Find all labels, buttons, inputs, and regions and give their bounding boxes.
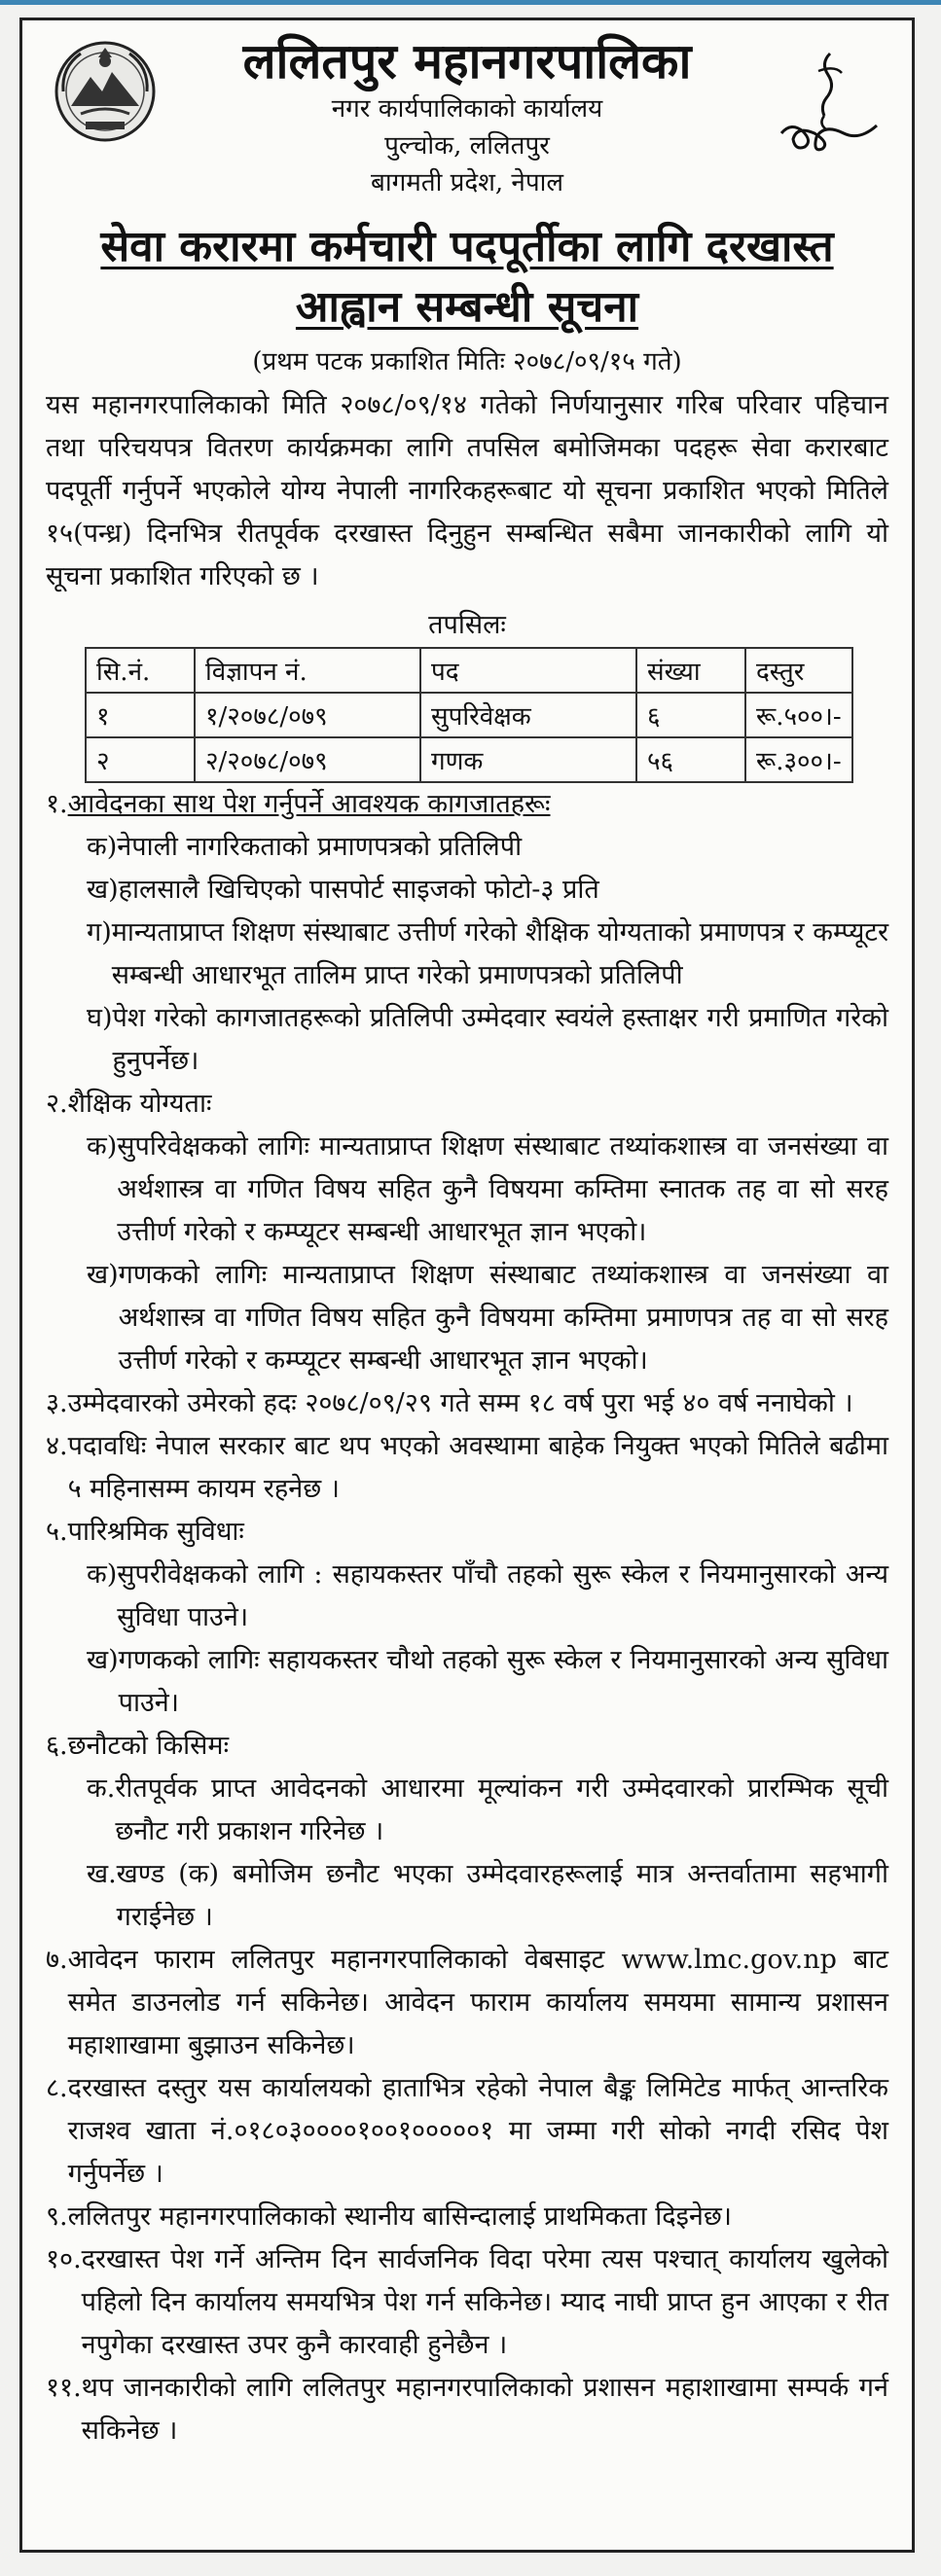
item-marker: ख. (87, 1859, 117, 1889)
notice-title-line2: आह्वान सम्बन्धी सूचना (295, 282, 639, 332)
table-header-cell: पद (420, 648, 636, 693)
province-line: बागमती प्रदेश, नेपाल (371, 168, 563, 197)
section-heading-text: छनौटको किसिमः (67, 1731, 230, 1761)
section-application-form (46, 1939, 888, 2067)
table-cell: ५६ (636, 737, 745, 782)
item-marker: क) (87, 832, 118, 862)
item-text: मान्यताप्राप्त शिक्षण संस्थाबाट उत्तीर्ण गरेको शैक्षिक योग्यताको प्रमाणपत्र र कम्प्यूटर सम्बन्धी आधारभूत तालिम प्राप्त गरेको प्रमाणपत्रको प्रतिलिपी (111, 917, 888, 990)
item-marker: क. (87, 1773, 116, 1804)
item-text: गणकको लागिः मान्यताप्राप्त शिक्षण संस्थाबाट तथ्यांकशास्त्र वा जनसंख्या वा अर्थशास्त्र वा गणित विषय सहित कुनै विषयमा कम्तिमा प्रमाणपत्र तह वा सो सरह उत्तीर्ण गरेको र कम्प्यूटर सम्बन्धी आधारभूत ज्ञान भएको। (118, 1260, 888, 1376)
table-cell: ६ (636, 693, 745, 737)
table-cell: २ (86, 737, 195, 782)
nepal-emblem-icon (52, 38, 159, 145)
letterhead (46, 32, 888, 217)
section-number: ८. (46, 2073, 68, 2103)
item-text: खण्ड (क) बमोजिम छनौट भएका उम्मेदवारहरूलाई मात्र अन्तर्वातामा सहभागी गराईनेछ । (116, 1859, 888, 1932)
section-number: ३. (46, 1388, 68, 1418)
section-deadline (46, 2238, 888, 2367)
section-number: ५. (46, 1517, 68, 1547)
section-number: ७. (46, 1945, 68, 1975)
list-item (46, 1126, 888, 1254)
notice-title-line1: सेवा करारमा कर्मचारी पदपूर्तीका लागि दरखास्त (100, 222, 834, 271)
section-number: ११. (46, 2373, 82, 2403)
list-item (46, 826, 888, 869)
table-header-row (86, 648, 852, 693)
list-item (46, 1554, 888, 1639)
list-item (46, 997, 888, 1083)
item-text: सुपरीवेक्षकको लागि : सहायकस्तर पाँचौ तहको सुरू स्केल र नियमानुसारको अन्य सुविधा पाउने। (117, 1559, 888, 1632)
table-cell: १/२०७८/०७९ (195, 693, 420, 737)
item-marker: ख) (87, 1645, 119, 1675)
intro-paragraph: यस महानगरपालिकाको मिति २०७८/०९/१४ गतेको निर्णयानुसार गरिब परिवार पहिचान तथा परिचयपत्र वितरण कार्यक्रमका लागि तपसिल बमोजिमका पदहरू सेवा करारबाट पदपूर्ती गर्नुपर्ने भएकोले योग्य नेपाली नागरिकहरूबाट यो सूचना प्रकाशित भएको मितिले १५(पन्ध्र) दिनभित्र रीतपूर्वक दरखास्त दिनुहुन सम्बन्धित सबैमा जानकारीको लागि यो सूचना प्रकाशित गरिएको छ । (46, 390, 888, 591)
section-text: थप जानकारीको लागि ललितपुर महानगरपालिकाको प्रशासन महाशाखामा सम्पर्क गर्न सकिनेछ । (81, 2373, 888, 2446)
table-header-cell: सि.नं. (86, 648, 195, 693)
table-row (86, 693, 852, 737)
list-item (46, 1639, 888, 1725)
office-address: पुल्चोक, ललितपुर (384, 131, 550, 161)
section-documents (46, 783, 888, 1083)
table-cell: गणक (420, 737, 636, 782)
section-text: दरखास्त पेश गर्ने अन्तिम दिन सार्वजनिक विदा परेमा त्यस पश्चात् कार्यालय खुलेको पहिलो दिन कार्यालय समयभित्र पेश गर्न सकिनेछ। म्याद नाघी प्राप्त हुन आएका र रीत नपुगेका दरखास्त उपर कुनै कारवाही हुनेछैन । (81, 2244, 888, 2360)
table-cell: रू.५००।- (745, 693, 852, 737)
list-item (46, 1254, 888, 1382)
notice-title (46, 217, 888, 338)
section-age-limit (46, 1382, 888, 1425)
section-text: दरखास्त दस्तुर यस कार्यालयको हाताभित्र रहेको नेपाल बैङ्क लिमिटेड मार्फत् आन्तरिक राजश्व खाता नं.०१८०३००००१००१०००००१ मा जम्मा गरी सोको नगदी रसिद पेश गर्नुपर्नेछ । (67, 2073, 888, 2189)
section-heading-text: आवेदनका साथ पेश गर्नुपर्ने आवश्यक कागजातहरूः (67, 789, 551, 819)
published-date: (प्रथम पटक प्रकाशित मितिः २०७८/०९/१५ गते) (252, 347, 682, 376)
table-cell: सुपरिवेक्षक (420, 693, 636, 737)
section-number: १०. (46, 2244, 82, 2274)
item-marker: क) (87, 1559, 118, 1590)
section-number: ६. (46, 1731, 68, 1761)
list-item (46, 1853, 888, 1939)
section-fee-payment (46, 2067, 888, 2196)
section-text: पदावधिः नेपाल सरकार बाट थप भएको अवस्थामा बाहेक नियुक्त भएको मितिले बढीमा ५ महिनासम्म कायम रहनेछ । (67, 1431, 888, 1504)
item-text: नेपाली नागरिकताको प्रमाणपत्रको प्रतिलिपी (117, 832, 523, 862)
section-number: ९. (46, 2201, 68, 2232)
section-contact (46, 2367, 888, 2452)
section-selection (46, 1725, 888, 1939)
table-cell: रू.३००।- (745, 737, 852, 782)
list-item (46, 1768, 888, 1853)
section-number: ४. (46, 1431, 68, 1461)
section-heading-text: शैक्षिक योग्यताः (67, 1089, 212, 1119)
section-heading (46, 783, 888, 826)
section-heading (46, 1511, 888, 1554)
item-text: रीतपूर्वक प्राप्त आवेदनको आधारमा मूल्यांकन गरी उम्मेदवारको प्रारम्भिक सूची छनौट गरी प्रकाशन गरिनेछ । (115, 1773, 888, 1846)
section-priority (46, 2196, 888, 2238)
table-cell: १ (86, 693, 195, 737)
section-text: उम्मेदवारको उमेरको हदः २०७८/०९/२९ गते सम्म १८ वर्ष पुरा भई ४० वर्ष ननाघेको । (67, 1388, 853, 1418)
positions-table (85, 647, 853, 783)
section-heading-text: पारिश्रमिक सुविधाः (67, 1517, 244, 1547)
item-marker: क) (87, 1131, 118, 1162)
section-remuneration (46, 1511, 888, 1725)
section-number: २. (46, 1089, 68, 1119)
table-header-cell: संख्या (636, 648, 745, 693)
item-text: गणकको लागिः सहायकस्तर चौथो तहको सुरू स्केल र नियमानुसारको अन्य सुविधा पाउने। (118, 1645, 888, 1718)
item-marker: ख) (87, 875, 119, 905)
org-name: ललितपुर महानगरपालिका (242, 32, 692, 89)
section-number: १. (46, 789, 68, 819)
table-row (86, 737, 852, 782)
list-item (46, 912, 888, 997)
notice-document (19, 18, 915, 2553)
list-item (46, 869, 888, 912)
section-text: आवेदन फाराम ललितपुर महानगरपालिकाको वेबसाइट www.lmc.gov.np बाट समेत डाउनलोड गर्न सकिनेछ। आवेदन फाराम कार्यालय समयमा सामान्य प्रशासन महाशाखामा बुझाउन सकिनेछ। (67, 1945, 888, 2060)
item-marker: ख) (87, 1260, 119, 1290)
section-qualification (46, 1083, 888, 1382)
table-header-cell: दस्तुर (745, 648, 852, 693)
signature-icon (762, 44, 888, 161)
section-term (46, 1425, 888, 1511)
table-cell: २/२०७८/०७९ (195, 737, 420, 782)
item-marker: ग) (87, 917, 112, 948)
item-text: पेश गरेको कागजातहरूको प्रतिलिपी उम्मेदवार स्वयंले हस्ताक्षर गरी प्रमाणित गरेको हुनुपर्नेछ। (112, 1003, 888, 1076)
top-accent-bar (0, 0, 941, 5)
office-name: नगर कार्यपालिकाको कार्यालय (331, 94, 603, 124)
item-text: सुपरिवेक्षकको लागिः मान्यताप्राप्त शिक्षण संस्थाबाट तथ्यांकशास्त्र वा जनसंख्या वा अर्थशास्त्र वा गणित विषय सहित कुनै विषयमा कम्तिमा स्नातक तह वा सो सरह उत्तीर्ण गरेको र कम्प्यूटर सम्बन्धी आधारभूत ज्ञान भएको। (117, 1131, 888, 1247)
item-marker: घ) (87, 1003, 113, 1033)
table-header-cell: विज्ञापन नं. (195, 648, 420, 693)
section-heading (46, 1083, 888, 1126)
item-text: हालसालै खिचिएको पासपोर्ट साइजको फोटो-३ प्रति (118, 875, 599, 905)
tapasil-label: तपसिलः (428, 610, 506, 640)
section-text: ललितपुर महानगरपालिकाको स्थानीय बासिन्दालाई प्राथमिकता दिइनेछ। (67, 2201, 733, 2232)
section-heading (46, 1725, 888, 1768)
